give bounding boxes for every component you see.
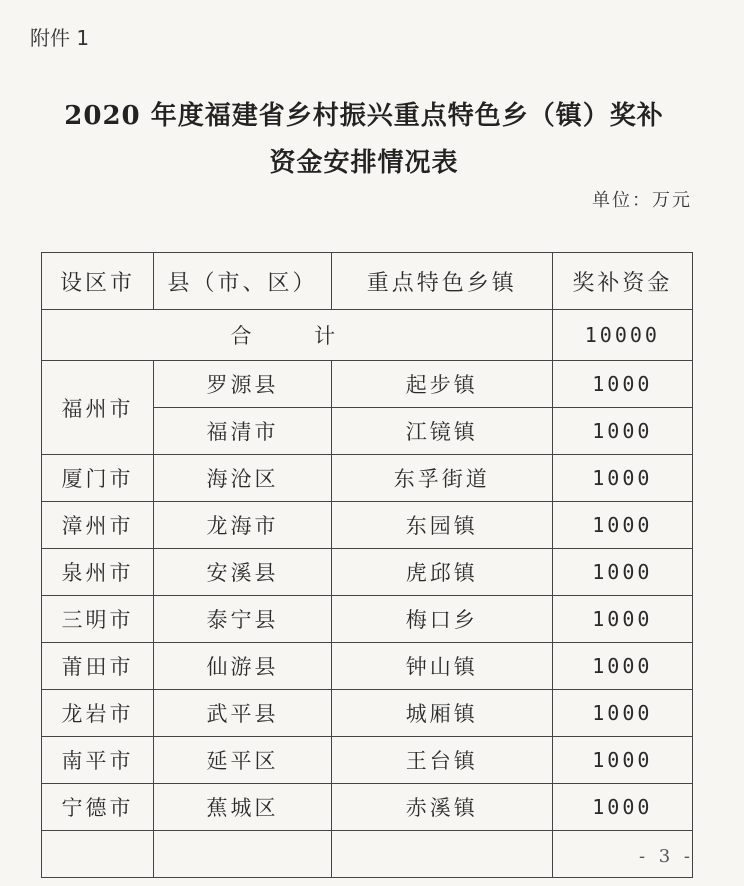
city-cell: 漳州市 (42, 502, 154, 549)
amount-cell: 1000 (552, 737, 692, 784)
town-cell: 东园镇 (331, 502, 552, 549)
table-row (42, 690, 693, 737)
town-cell: 起步镇 (331, 361, 552, 408)
town-cell (331, 831, 552, 878)
table-row (42, 549, 693, 596)
city-cell: 厦门市 (42, 455, 154, 502)
county-cell: 仙游县 (154, 643, 332, 690)
city-cell (42, 831, 154, 878)
amount-cell: 1000 (552, 784, 692, 831)
city-cell: 南平市 (42, 737, 154, 784)
table-row (42, 361, 693, 408)
header-city: 设区市 (42, 253, 154, 310)
amount-cell: 1000 (552, 361, 692, 408)
total-amount: 10000 (552, 310, 692, 361)
amount-cell: 1000 (552, 549, 692, 596)
county-cell (154, 831, 332, 878)
county-cell: 海沧区 (154, 455, 332, 502)
total-row (42, 310, 693, 361)
county-cell: 罗源县 (154, 361, 332, 408)
county-cell: 龙海市 (154, 502, 332, 549)
city-cell: 莆田市 (42, 643, 154, 690)
town-cell: 梅口乡 (331, 596, 552, 643)
city-cell: 三明市 (42, 596, 154, 643)
amount-cell: 1000 (552, 502, 692, 549)
county-cell: 蕉城区 (154, 784, 332, 831)
document-title-line-1: 2020 年度福建省乡村振兴重点特色乡（镇）奖补 (64, 101, 664, 131)
table-row (42, 784, 693, 831)
town-cell: 王台镇 (331, 737, 552, 784)
county-cell: 泰宁县 (154, 596, 332, 643)
town-cell: 虎邱镇 (331, 549, 552, 596)
table-row (42, 502, 693, 549)
allocation-table (41, 252, 693, 878)
amount-cell: 1000 (552, 408, 692, 455)
county-cell: 武平县 (154, 690, 332, 737)
city-cell: 宁德市 (42, 784, 154, 831)
county-cell: 延平区 (154, 737, 332, 784)
attachment-label: 附件 1 (30, 26, 90, 50)
header-town: 重点特色乡镇 (331, 253, 552, 310)
table-header-row (42, 253, 693, 310)
town-cell: 钟山镇 (331, 643, 552, 690)
county-cell: 安溪县 (154, 549, 332, 596)
amount-cell: 1000 (552, 690, 692, 737)
header-amount: 奖补资金 (552, 253, 692, 310)
total-label: 合 计 (42, 310, 553, 361)
town-cell: 东孚街道 (331, 455, 552, 502)
header-county: 县（市、区） (154, 253, 332, 310)
town-cell: 赤溪镇 (331, 784, 552, 831)
table-row (42, 831, 693, 878)
document-title-line-2: 资金安排情况表 (269, 148, 459, 178)
city-cell: 泉州市 (42, 549, 154, 596)
city-cell: 龙岩市 (42, 690, 154, 737)
amount-cell: 1000 (552, 643, 692, 690)
amount-cell: 1000 (552, 596, 692, 643)
table-row (42, 596, 693, 643)
unit-label: 单位：万元 (592, 190, 692, 211)
amount-cell: 1000 (552, 455, 692, 502)
table-row (42, 737, 693, 784)
town-cell: 江镜镇 (331, 408, 552, 455)
town-cell: 城厢镇 (331, 690, 552, 737)
table-row (42, 643, 693, 690)
table-row (42, 455, 693, 502)
city-cell: 福州市 (42, 361, 154, 455)
page-number: - 3 - (638, 846, 694, 867)
county-cell: 福清市 (154, 408, 332, 455)
